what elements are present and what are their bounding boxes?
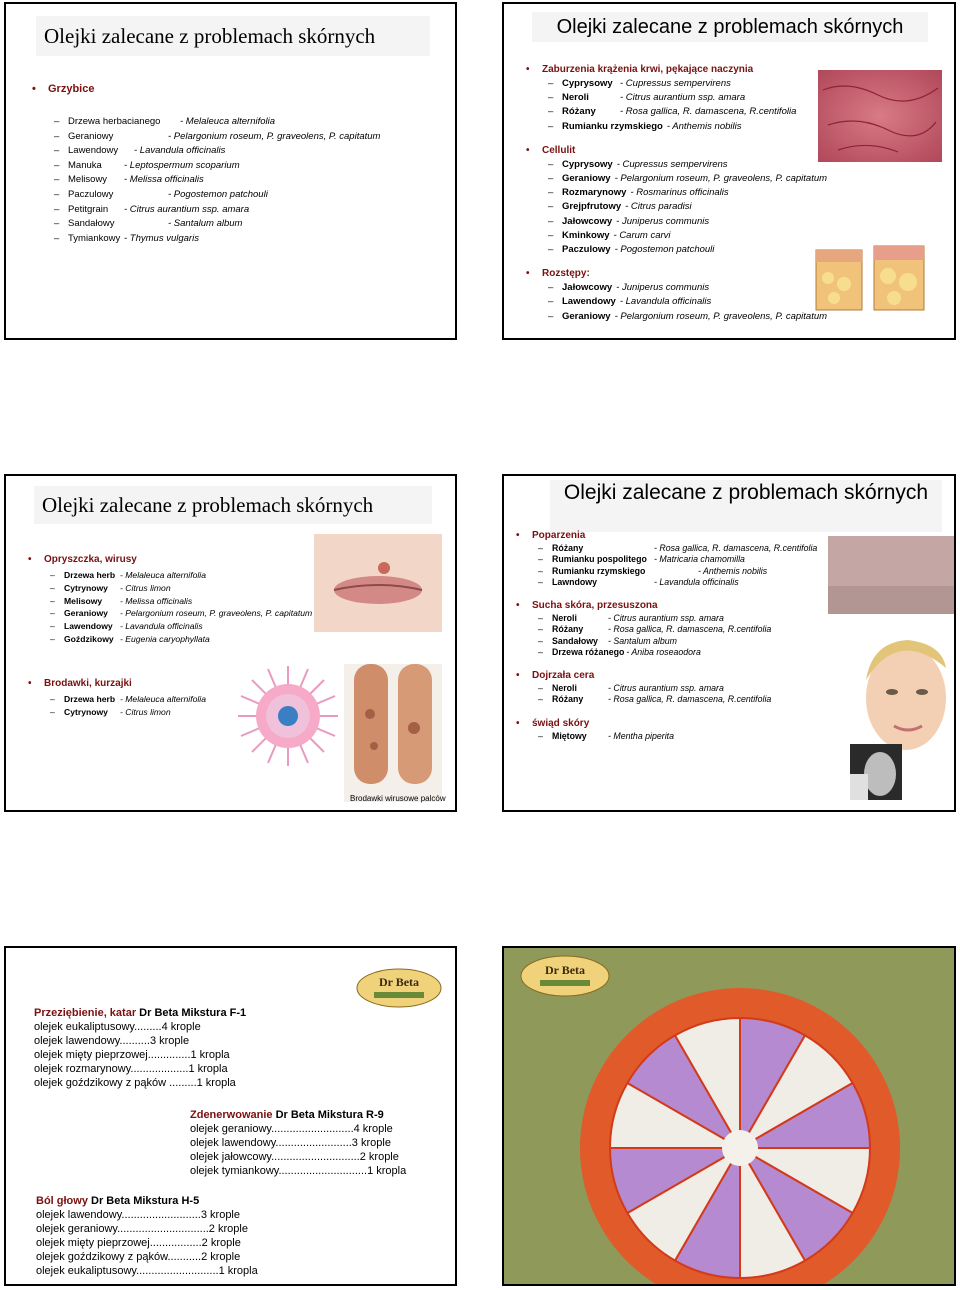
oil-latin: - Citrus aurantium ssp. amara [124,203,250,215]
oil-name: Lawendowy [64,621,113,632]
slide-grzybice [4,2,457,340]
oil-name: Drzewa herb [64,694,116,704]
oil-latin: - Rosmarinus officinalis [630,187,729,199]
oil-name: Jałowcowy [562,282,613,294]
oil-name: Rumianku rzymskiego [562,120,663,132]
oil-name: Neroli [552,613,577,623]
oil-name: Rozmarynowy [562,187,627,199]
oil-name: Grejpfrutowy [562,201,622,213]
oil-item [562,121,741,132]
oil-item [64,694,206,704]
recipe-ingredient: olejek mięty pieprzowej.................2 krople [36,1237,241,1249]
oil-item [64,570,206,580]
oil-latin: - Melaleuca alternifolia [120,570,206,580]
recipe-ingredient: olejek eukaliptusowy...........................1 kropla [36,1265,258,1277]
oil-item [68,116,275,127]
dr-beta-logo [356,968,442,1008]
oil-name: Drzewa herbacianego [68,116,161,127]
oil-latin: - Pelargonium roseum, P. graveolens, P. capitatum [120,608,313,619]
oil-latin: - Matricaria chamomilla [654,554,745,565]
oil-latin: - Aniba roseaodora [626,647,701,658]
oil-name: Kminkowy [562,229,610,241]
section-label: • Sucha skóra, przesuszona [532,600,658,611]
oil-latin: - Melissa officinalis [124,174,204,186]
skin-capillaries-photo [818,70,942,162]
recipe-name: Dr Beta Mikstura H-5 [87,1195,200,1207]
oil-item [68,131,380,142]
oil-item [552,566,767,576]
recipe-heading [34,1006,246,1020]
bw-face-photo [850,744,902,800]
oil-item [562,201,692,212]
recipe-ingredient: olejek mięty pieprzowej..............1 kropla [34,1049,230,1061]
woman-face-photo [838,628,956,762]
recipe-ingredient: olejek lawendowy.........................3 krople [190,1137,391,1149]
oil-name: Sandałowy [552,635,598,646]
oil-name: Paczulowy [562,244,611,255]
oil-item [562,159,728,170]
oil-name: Goździkowy [64,634,114,644]
recipe-block [34,1006,246,1090]
virus-illustration [236,664,340,768]
oil-item [562,216,709,227]
recipe-heading [190,1108,406,1122]
oil-name: Jałowcowy [562,215,613,227]
oil-name: Lawndowy [552,577,597,588]
oil-item [552,731,674,741]
recipe-name: Dr Beta Mikstura F-1 [136,1007,247,1019]
recipe-ingredient: olejek goździkowy z pąków .........1 kropla [34,1077,236,1089]
oil-name: Paczulowy [68,189,114,200]
skin-texture-photo [828,536,954,614]
section-label: • Rozstępy: [542,268,590,279]
oil-name: Neroli [562,92,589,104]
section-label: • Brodawki, kurzajki [44,678,132,689]
recipe-problem: Ból głowy [36,1195,88,1207]
oil-latin: - Melissa officinalis [120,595,193,606]
oil-latin: - Melaleuca alternifolia [180,116,276,127]
recipe-ingredient: olejek tymiankowy.............................1 kropla [190,1165,407,1177]
oil-latin: - Citrus paradisi [625,201,692,213]
oil-name: Cyprysowy [562,158,613,170]
oil-name: Sandałowy [68,218,115,230]
logo-text: Dr Beta [544,963,586,977]
oil-latin: - Santalum album [168,218,243,230]
section-label: • Grzybice [48,83,94,95]
oil-item [64,707,171,717]
oil-name: Neroli [552,683,577,693]
oil-latin: - Citrus aurantium ssp. amara [620,92,746,104]
oil-latin: - Lavandula officinalis [120,621,203,632]
oil-latin: - Melaleuca alternifolia [120,694,206,704]
oil-item [68,218,242,229]
recipe-ingredient: olejek goździkowy z pąków...........2 krople [36,1251,241,1263]
recipe-problem: Przeziębienie, katar [34,1007,137,1019]
oil-latin: - Pelargonium roseum, P. graveolens, P. capitatum [614,173,828,184]
recipe-heading [36,1194,258,1208]
oil-item [552,624,771,634]
oil-latin: - Rosa gallica, R. damascena, R.centifolia [654,543,818,553]
oil-name: Rumianku rzymskiego [552,565,646,576]
oil-item [562,173,827,184]
oil-name: Cyprysowy [562,78,613,89]
oil-name: Geraniowy [64,608,108,619]
oil-latin: - Rosa gallica, R. damascena, R.centifolia [608,694,772,705]
oil-item [552,577,739,587]
slide-title: Olejki zalecane z problemach skórnych [550,480,942,532]
oil-latin: - Citrus aurantium ssp. amara [608,683,724,693]
oil-name: Różany [552,694,584,705]
recipe-block [190,1108,406,1178]
oil-item [552,613,724,623]
slide-title: Olejki zalecane z problemach skórnych [34,486,432,524]
oil-name: Miętowy [552,731,587,741]
oil-latin: - Citrus limon [120,706,171,717]
section-label: • Zaburzenia krążenia krwi, pękające naczynia [542,64,753,75]
slide-krazenie-cellulit [502,2,956,340]
recipe-ingredient: olejek lawendowy..........................3 krople [36,1209,240,1221]
oil-name: Drzewa różanego [552,647,625,658]
herpes-lips-photo [314,534,442,632]
oil-name: Cytrynowy [64,582,108,593]
oil-name: Różany [552,543,584,553]
slide-wheel [502,946,956,1286]
oil-latin: - Juniperus communis [616,282,710,294]
oil-name: Rumianku pospolitego [552,554,647,565]
oil-item [562,244,714,255]
oil-item [562,282,709,293]
aromatherapy-wheel [504,948,954,1284]
oil-name: Lawendowy [562,296,616,308]
oil-item [68,233,199,244]
oil-item [562,187,729,198]
logo-text: Dr Beta [378,975,420,989]
oil-name: Petitgrain [68,203,109,215]
oil-latin: - Citrus limon [120,582,171,593]
slide-poparzenia-sucha-skora [502,474,956,812]
oil-item [562,311,827,322]
oil-item [64,621,203,631]
slide-title: Olejki zalecane z problemach skórnych [36,16,430,56]
cellulite-skin-diagram [808,236,932,320]
oil-name: Różany [552,624,584,635]
oil-latin: - Juniperus communis [616,215,710,227]
oil-item [552,543,817,553]
oil-item [68,204,249,215]
oil-name: Manuka [68,159,102,171]
oil-latin: - Eugenia caryophyllata [120,634,210,644]
section-label: • Opryszczka, wirusy [44,554,137,565]
oil-latin: - Cupressus sempervirens [616,158,728,170]
oil-latin: - Lavandula officinalis [134,145,226,157]
image-caption: Brodawki wirusowe palców [350,794,446,803]
oil-latin: - Pelargonium roseum, P. graveolens, P. capitatum [168,130,381,142]
slide-title: Olejki zalecane z problemach skórnych [532,12,928,42]
recipe-name: Dr Beta Mikstura R-9 [272,1109,384,1121]
section-label: • Cellulit [542,145,575,156]
oil-name: Drzewa herb [64,570,116,580]
oil-latin: - Anthemis nobilis [666,120,742,132]
oil-item [68,160,240,171]
oil-item [64,608,312,618]
section-label: • świąd skóry [532,718,589,729]
oil-item [562,296,711,307]
recipe-block [36,1194,258,1278]
slide-opryszczka-brodawki [4,474,457,812]
recipe-ingredient: olejek geraniowy..............................2 krople [36,1223,248,1235]
oil-name: Melisowy [68,174,108,186]
oil-latin: - Pogostemon patchouli [168,189,268,200]
oil-latin: - Lavandula officinalis [619,296,712,308]
oil-item [68,145,225,156]
oil-item [552,683,724,693]
oil-name: Geraniowy [562,310,611,322]
oil-latin: - Santalum album [608,635,677,646]
recipe-problem: Zdenerwowanie [190,1109,273,1121]
oil-latin: - Rosa gallica, R. damascena, R.centifolia [620,106,797,118]
oil-latin: - Pelargonium roseum, P. graveolens, P. capitatum [614,310,828,322]
oil-name: Geraniowy [562,173,611,184]
oil-item [64,634,210,644]
oil-latin: - Mentha piperita [608,731,675,741]
oil-item [562,78,731,89]
oil-item [552,636,677,646]
oil-item [552,694,771,704]
oil-item [552,554,745,564]
oil-latin: - Thymus vulgaris [124,232,199,244]
oil-item [552,647,701,657]
oil-latin: - Lavandula officinalis [654,577,739,588]
oil-latin: - Leptospermum scoparium [124,159,240,171]
oil-latin: - Rosa gallica, R. damascena, R.centifolia [608,624,772,635]
recipe-ingredient: olejek rozmarynowy...................1 kropla [34,1063,228,1075]
recipe-ingredient: olejek geraniowy...........................4 krople [190,1123,393,1135]
dr-beta-logo [520,954,610,998]
section-label: • Dojrzała cera [532,670,594,681]
oil-name: Różany [562,106,596,118]
oil-name: Geraniowy [68,130,114,142]
oil-name: Tymiankowy [68,232,121,244]
warts-fingers-photo [344,664,442,802]
oil-item [562,92,745,103]
recipe-ingredient: olejek lawendowy..........3 krople [34,1035,190,1047]
oil-name: Cytrynowy [64,706,108,717]
oil-name: Lawendowy [68,145,119,157]
slide-mikstury [4,946,457,1286]
oil-item [64,596,192,606]
oil-latin: - Carum carvi [613,229,671,241]
oil-item [64,583,171,593]
oil-item [68,174,204,185]
oil-latin: - Anthemis nobilis [698,565,768,576]
oil-item [562,106,796,117]
section-label: • Poparzenia [532,530,585,541]
oil-name: Melisowy [64,595,103,606]
oil-item [68,189,268,200]
recipe-ingredient: olejek eukaliptusowy.........4 krople [34,1021,201,1033]
oil-latin: - Cupressus sempervirens [620,78,731,89]
oil-latin: - Pogostemon patchouli [614,244,715,255]
oil-latin: - Citrus aurantium ssp. amara [608,613,724,623]
recipe-ingredient: olejek jałowcowy.............................2 krople [190,1151,399,1163]
oil-item [562,230,671,241]
